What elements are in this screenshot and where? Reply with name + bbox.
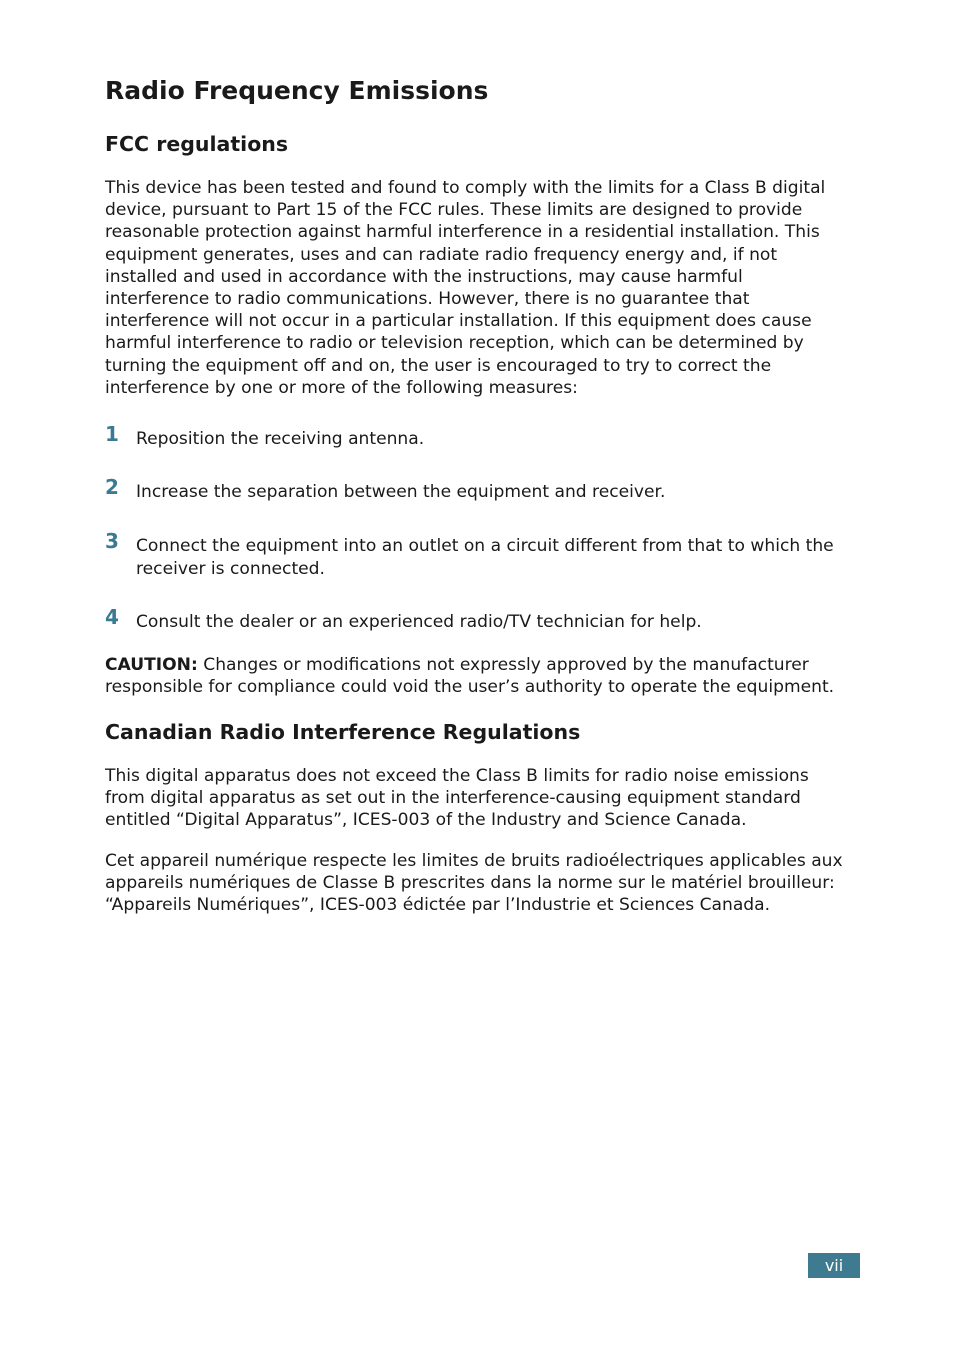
- canada-english-line: from digital apparatus as set out in the interference-causing equipment standard: [105, 788, 801, 809]
- step-text-line: receiver is connected.: [136, 559, 325, 579]
- canada-english-line: entitled “Digital Apparatus”, ICES-003 of the Industry and Science Canada.: [105, 810, 747, 831]
- step-text-line: Reposition the receiving antenna.: [136, 429, 425, 449]
- fcc-paragraph-line: device, pursuant to Part 15 of the FCC rules. These limits are designed to provide: [105, 200, 803, 221]
- caution-text: Changes or modifications not expressly approved by the manufacturer: [197, 655, 809, 675]
- fcc-paragraph-line: turning the equipment off and on, the user is encouraged to try to correct the: [105, 355, 772, 376]
- fcc-paragraph-line: harmful interference to radio or television reception, which can be determined by: [105, 333, 804, 354]
- fcc-paragraph-line: interference to radio communications. However, there is no guarantee that: [105, 289, 750, 310]
- step-number: 3: [105, 529, 119, 553]
- fcc-paragraph-line: installed and used in accordance with the instructions, may cause harmful: [105, 266, 743, 287]
- step-text: [136, 428, 856, 451]
- caution-note: [105, 654, 855, 698]
- step-text: [136, 481, 856, 504]
- step-number: 4: [105, 605, 119, 629]
- fcc-paragraph-line: equipment generates, uses and can radiate radio frequency energy and, if not: [105, 244, 778, 265]
- canada-french-line: “Appareils Numériques”, ICES-003 édictée par l’Industrie et Sciences Canada.: [105, 895, 771, 916]
- fcc-paragraph: [105, 177, 855, 399]
- step-text-line: Connect the equipment into an outlet on a circuit different from that to which the: [136, 536, 834, 556]
- canada-french-line: Cet appareil numérique respecte les limites de bruits radioélectriques applicables aux: [105, 851, 843, 871]
- step-text: [136, 535, 856, 581]
- page-number-badge: vii: [808, 1253, 860, 1278]
- fcc-heading: FCC regulations: [105, 132, 289, 156]
- page-title: Radio Frequency Emissions: [105, 76, 489, 105]
- fcc-paragraph-line: interference by one or more of the following measures:: [105, 377, 578, 398]
- canada-english-line: This digital apparatus does not exceed the Class B limits for radio noise emissions: [105, 766, 809, 786]
- fcc-paragraph-line: reasonable protection against harmful interference in a residential installation. This: [105, 222, 820, 243]
- canada-french-paragraph: [105, 850, 855, 917]
- step-text-line: Consult the dealer or an experienced radio/TV technician for help.: [136, 612, 702, 632]
- caution-line: responsible for compliance could void the user’s authority to operate the equipment.: [105, 677, 835, 698]
- step-text-line: Increase the separation between the equipment and receiver.: [136, 482, 666, 502]
- step-number: 1: [105, 422, 119, 446]
- canada-heading: Canadian Radio Interference Regulations: [105, 720, 581, 744]
- fcc-paragraph-line: interference will not occur in a particular installation. If this equipment does cause: [105, 311, 812, 332]
- canada-english-paragraph: [105, 765, 855, 832]
- caution-line: [105, 654, 855, 676]
- fcc-paragraph-line: This device has been tested and found to comply with the limits for a Class B digital: [105, 178, 826, 198]
- caution-label: CAUTION:: [105, 655, 198, 675]
- step-number: 2: [105, 475, 119, 499]
- step-text: [136, 611, 856, 634]
- canada-french-line: appareils numériques de Classe B prescrites dans la norme sur le matériel brouilleur:: [105, 873, 835, 894]
